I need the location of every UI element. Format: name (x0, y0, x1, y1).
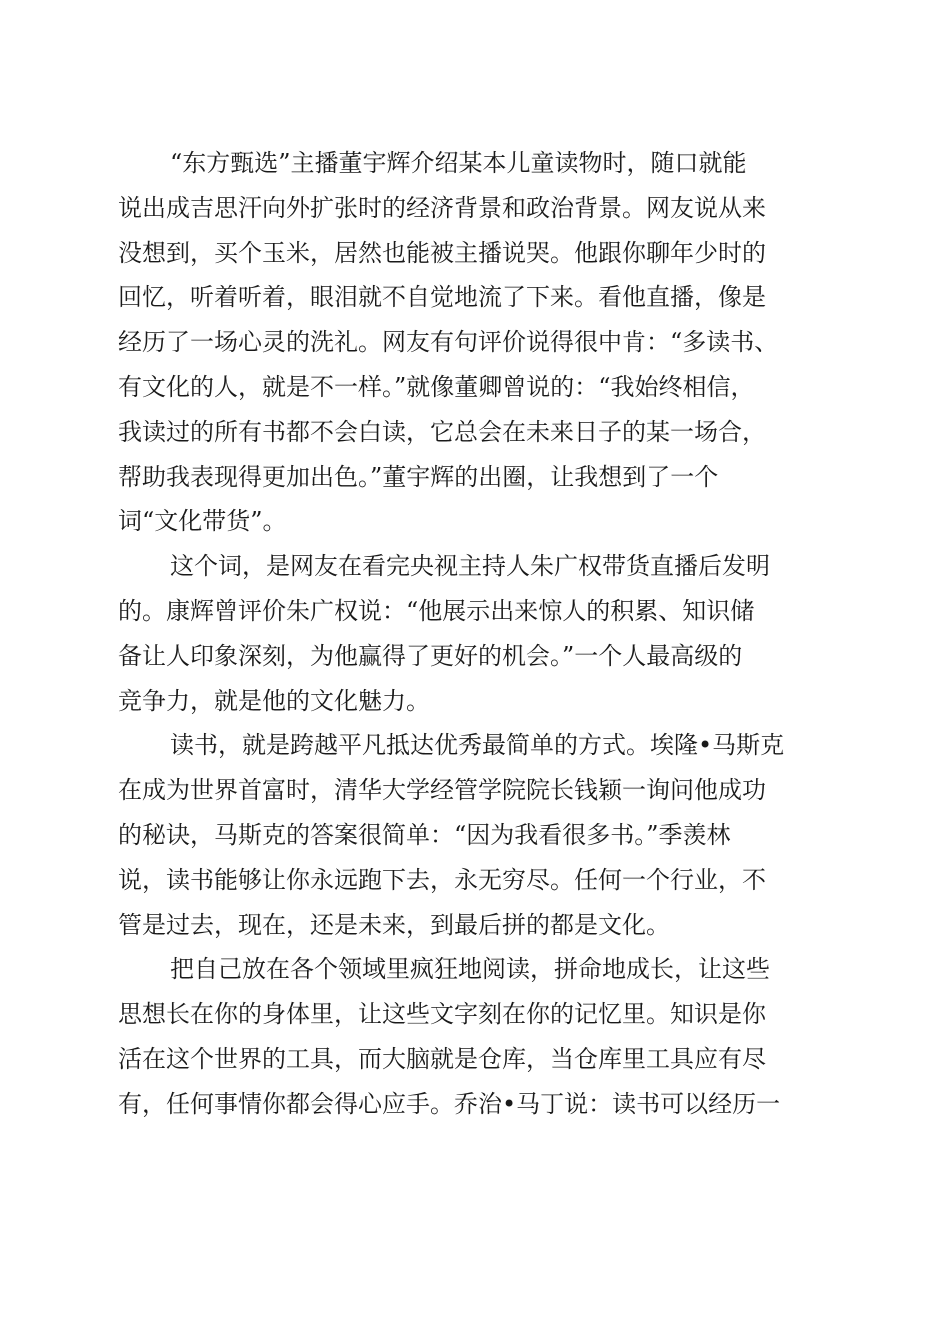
text-line: 竞争力，就是他的文化魅力。 (118, 686, 430, 715)
text-line: 帮助我表现得更加出色。”董宇辉的出圈，让我想到了一个 (118, 462, 719, 491)
text-line: 有，任何事情你都会得心应手。乔治•马丁说：读书可以经历一 (118, 1089, 781, 1118)
text-line: 没想到，买个玉米，居然也能被主播说哭。他跟你聊年少时的 (118, 238, 766, 267)
text-line: “东方甄选”主播董宇辉介绍某本儿童读物时，随口就能 (170, 149, 747, 177)
text-line: 的秘诀，马斯克的答案很简单：“因为我看很多书。”季羡林 (118, 820, 731, 849)
text-line: 思想长在你的身体里，让这些文字刻在你的记忆里。知识是你 (118, 1000, 766, 1029)
text-line: 在成为世界首富时，清华大学经管学院院长钱颖一询问他成功 (118, 776, 766, 805)
text-line: 管是过去，现在，还是未来，到最后拼的都是文化。 (118, 910, 670, 939)
paragraph-3 (118, 723, 838, 947)
text-line: 说，读书能够让你永远跑下去，永无穷尽。任何一个行业，不 (118, 865, 766, 894)
text-line: 说出成吉思汗向外扩张时的经济背景和政治背景。网友说从来 (118, 193, 766, 222)
text-line: 有文化的人，就是不一样。”就像董卿曾说的：“我始终相信， (118, 372, 755, 401)
text-line: 这个词，是网友在看完央视主持人朱广权带货直播后发明 (170, 552, 770, 581)
paragraph-1 (118, 141, 838, 544)
paragraph-2 (118, 544, 838, 723)
document-body (118, 141, 838, 1127)
text-line: 经历了一场心灵的洗礼。网友有句评价说得很中肯：“多读书、 (118, 328, 779, 357)
text-line: 我读过的所有书都不会白读，它总会在未来日子的某一场合， (118, 417, 766, 446)
text-line: 活在这个世界的工具，而大脑就是仓库，当仓库里工具应有尽 (118, 1044, 766, 1073)
text-line: 的。康辉曾评价朱广权说：“他展示出来惊人的积累、知识储 (118, 596, 755, 625)
text-line: 备让人印象深刻，为他赢得了更好的机会。”一个人最高级的 (118, 641, 743, 670)
text-line: 词“文化带货”。 (118, 507, 287, 536)
text-line: 把自己放在各个领域里疯狂地阅读，拼命地成长，让这些 (170, 955, 770, 984)
text-line: 读书，就是跨越平凡抵达优秀最简单的方式。埃隆•马斯克 (170, 731, 785, 760)
text-line: 回忆，听着听着，眼泪就不自觉地流了下来。看他直播，像是 (118, 283, 766, 312)
paragraph-4 (118, 947, 838, 1126)
